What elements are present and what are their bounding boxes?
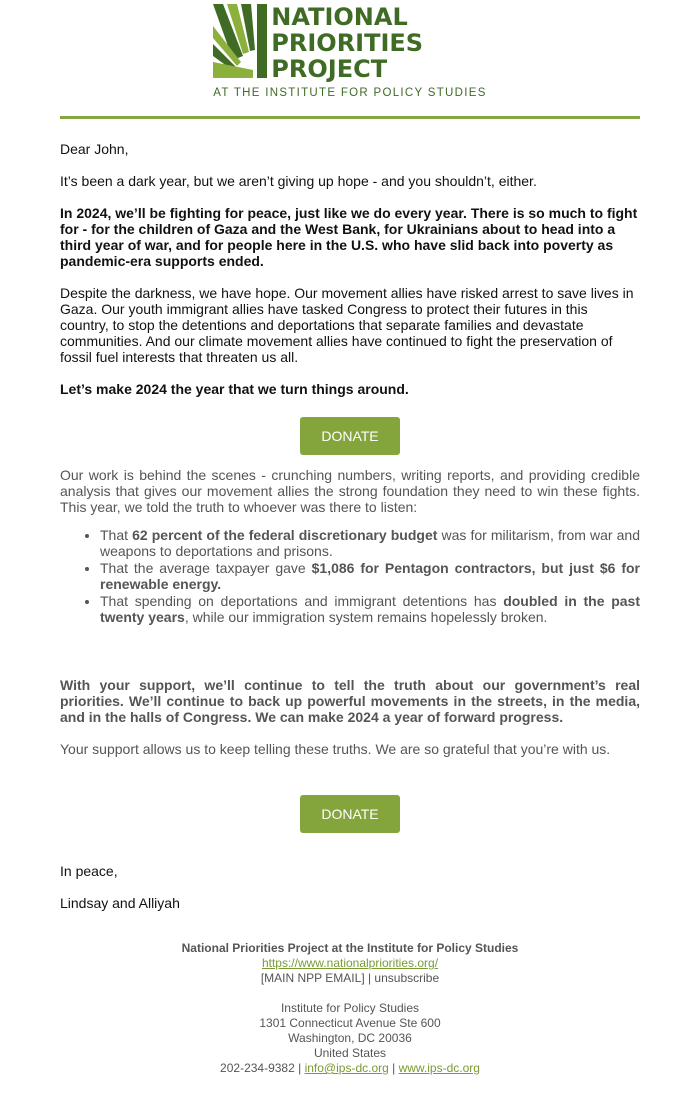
address-country: United States [313,1046,387,1060]
email-unsubscribe[interactable]: [MAIN NPP EMAIL] | unsubscribe [260,971,440,985]
email-body [60,0,640,1086]
separator: | [294,1061,305,1075]
call-to-action: Let’s make 2024 the year that we turn things around. [60,381,409,397]
sunburst-logo-icon [213,4,267,78]
list-item [100,527,640,559]
support-paragraph: With your support, we’ll continue to tell the truth about our government’s real priorities. We’ll continue to back up powerful movements in the streets, in the media, and in the halls of Congress. We can make 2024 a year of forward progress. [60,677,640,725]
logo-line-2: PRIORITIES [271,29,424,57]
email-link[interactable]: info@ips-dc.org [304,1061,389,1075]
fact-text: That spending on deportations and immigrant detentions has [100,593,504,609]
closing: In peace, [60,863,118,879]
greeting: Dear John, [60,141,129,157]
fact-highlight: $1,086 for Pentagon contractors, but just $6 for renewable energy. [100,560,640,592]
fact-highlight: 62 percent of the federal discretionary budget [132,527,438,543]
facts-list [60,527,640,625]
logo-line-1: NATIONAL [271,3,408,31]
address-org: Institute for Policy Studies [280,1001,420,1015]
fact-text: was for militarism, from war and weapons to deportations and prisons. [100,527,641,559]
fact-highlight: doubled in the past twenty years [100,593,640,625]
address-street: 1301 Connecticut Avenue Ste 600 [259,1016,441,1030]
list-item [100,560,640,592]
signature: Lindsay and Alliyah [60,895,180,911]
website-link[interactable]: https://www.nationalpriorities.org/ [261,956,439,970]
hope-paragraph: Despite the darkness, we have hope. Our movement allies have risked arrest to save lives in Gaza. Our youth immigrant allies have tasked Congress to protect their futures in this country, to stop the detentions and deportations that separate families and devastate communities. And our climate movement allies have continued to fight the preservation of fossil fuel interests that threaten us all. [60,285,634,365]
fact-text: , while our immigration system remains hopelessly broken. [184,609,548,625]
donate-button[interactable]: DONATE [300,417,399,455]
intro-paragraph: It’s been a dark year, but we aren’t giving up hope - and you shouldn’t, either. [60,173,537,189]
fact-text: That the average taxpayer gave [100,560,312,576]
list-item [100,593,640,625]
work-paragraph: Our work is behind the scenes - crunching numbers, writing reports, and providing credible analysis that gives our movement allies the strong foundation they need to win these fights. This year, we told the truth to whoever was there to listen: [60,467,640,515]
fighting-paragraph: In 2024, we’ll be fighting for peace, just like we do every year. There is so much to fight for - for the children of Gaza and the West Bank, for Ukrainians about to head into a third year of war, and for people here in the U.S. who have slid back into poverty as pandemic-era supports ended. [60,205,638,269]
logo-subtitle: AT THE INSTITUTE FOR POLICY STUDIES [213,87,487,99]
footer-org: National Priorities Project at the Institute for Policy Studies [181,941,519,955]
address-city: Washington, DC 20036 [288,1031,412,1045]
donate-button-2[interactable]: DONATE [300,795,399,833]
ips-website-link[interactable]: www.ips-dc.org [398,1061,480,1075]
phone: 202-234-9382 [220,1061,295,1075]
header-divider [60,116,640,119]
logo-line-3: PROJECT [271,55,388,83]
footer [60,941,640,1086]
separator: | [388,1061,399,1075]
fact-text: That [100,527,133,543]
npp-logo [60,4,640,100]
grateful-paragraph: Your support allows us to keep telling these truths. We are so grateful that you’re with us. [60,741,611,757]
